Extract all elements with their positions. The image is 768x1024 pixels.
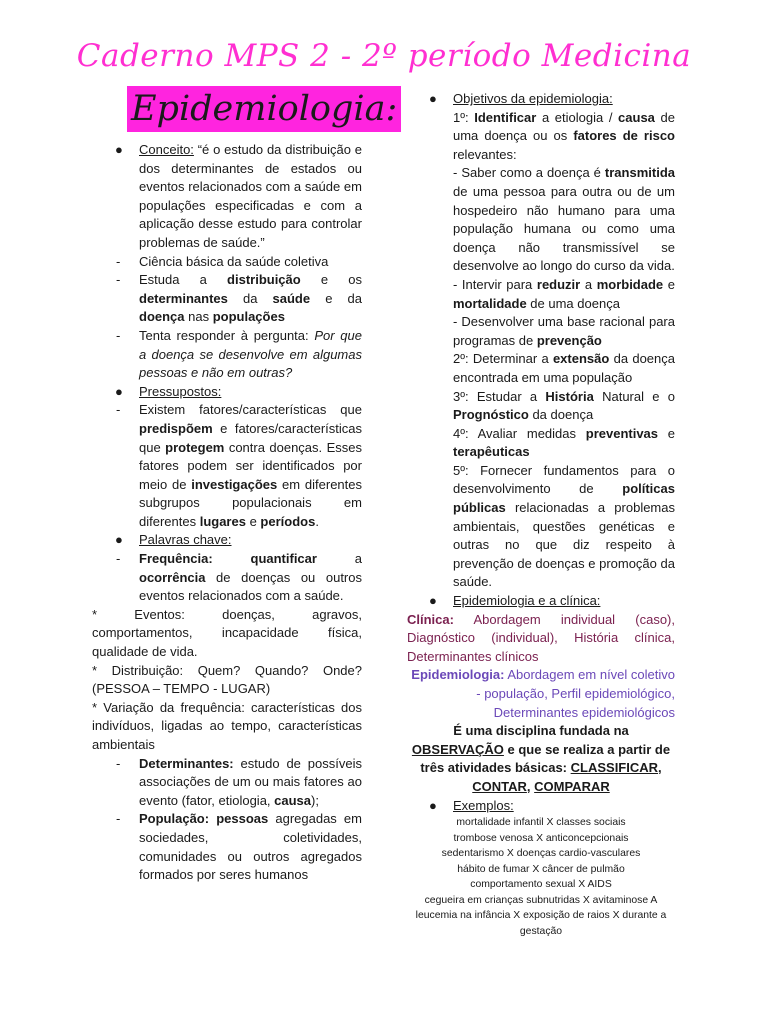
right-column <box>407 90 675 939</box>
list-item: ● Pressupostos: <box>92 383 362 402</box>
page-title: Caderno MPS 2 - 2º período Medicina <box>76 38 692 74</box>
objetivo-4: 4º: Avaliar medidas preventivas e terapêuticas <box>453 425 675 460</box>
exemplo-item: comportamento sexual X AIDS <box>470 879 612 891</box>
exemplo-item: cegueira em crianças subnutridas X avitaminose A <box>424 894 658 906</box>
left-column <box>92 141 362 885</box>
variacao-text: * Variação da frequência: características dos indivíduos, ligadas ao tempo, características ambientais <box>92 699 362 752</box>
disciplina-text: É uma disciplina fundada na OBSERVAÇÃO e que se realiza a partir de três atividades básicas: CLASSIFICAR, CONTAR, COMPARAR <box>411 723 671 794</box>
dash-icon: - <box>116 272 121 288</box>
dash-icon: - <box>116 253 121 269</box>
clinica-definition: Clínica: Abordagem individual (caso), Diagnóstico (individual), História clínica, Determinantes clínicos <box>407 611 675 664</box>
section-heading: Epidemiologia: <box>127 86 401 132</box>
list-item: - Ciência básica da saúde coletiva <box>92 253 362 272</box>
objetivo-1b: - Intervir para reduzir a morbidade e mortalidade de uma doença <box>453 276 675 311</box>
list-item: - População: pessoas agregadas em sociedades, coletividades, comunidades ou outros agregados formados por seres humanos <box>116 811 362 883</box>
list-item: - Frequência: quantificar a ocorrência de doenças ou outros eventos relacionados com a saúde. <box>116 551 362 604</box>
bullet-icon: ● <box>429 91 437 106</box>
dash-icon: - <box>116 551 121 567</box>
list-item: ● Conceito: “é o estudo da distribuição e dos determinantes de estados ou eventos relacionados com a saúde em populações especificadas e com a aplicação desse estudo para controlar problemas de saúde.” <box>115 142 362 250</box>
bullet-icon: ● <box>115 383 123 399</box>
list-item: ● Epidemiologia e a clínica: <box>407 592 675 611</box>
objetivo-3: 3º: Estudar a História Natural e o Prognóstico da doença <box>453 388 675 423</box>
objetivo-1c: - Desenvolver uma base racional para programas de prevenção <box>453 314 675 348</box>
list-item: - Tenta responder à pergunta: Por que a doença se desenvolve em algumas pessoas e não em outras? <box>116 327 362 381</box>
epidemiologia-definition: Epidemiologia: Abordagem em nível coletivo - população, Perfil epidemiológico, Determinantes epidemiológicos <box>411 667 675 720</box>
list-item: - Estuda a distribuição e os determinantes da saúde e da doença nas populações <box>116 272 362 325</box>
dash-icon: - <box>116 402 121 418</box>
list-item: ● Exemplos: <box>407 797 675 816</box>
dash-icon: - <box>116 811 121 827</box>
dash-icon: - <box>116 327 121 343</box>
eventos-text: * Eventos: doenças, agravos, comportamentos, incapacidade física, qualidade de vida. <box>92 606 362 660</box>
exemplo-item: hábito de fumar X câncer de pulmão <box>457 863 625 875</box>
exemplo-item: trombose venosa X anticoncepcionais <box>453 832 629 844</box>
bullet-icon: ● <box>429 797 437 813</box>
exemplos-list <box>407 815 675 939</box>
bullet-icon: ● <box>429 593 437 609</box>
objetivo-2: 2º: Determinar a extensão da doença encontrada em uma população <box>453 351 675 385</box>
exemplo-item: sedentarismo X doenças cardio-vasculares <box>441 848 641 860</box>
list-item: ● Palavras chave: <box>92 531 362 550</box>
objetivo-5: 5º: Fornecer fundamentos para o desenvolvimento de políticas públicas relacionadas a problemas ambientais, questões genéticas e outras no que diz respeito à prevenção de doenças e promoção da saúde. <box>453 462 675 590</box>
list-item: - Existem fatores/características que predispõem e fatores/características que protegem contra doenças. Esses fatores podem ser identificados por meio de investigações em diferentes subgrupos populacionais em diferentes lugares e períodos. <box>116 402 362 529</box>
distribuicao-text: * Distribuição: Quem? Quando? Onde? (PESSOA – TEMPO - LUGAR) <box>92 662 362 697</box>
dash-icon: - <box>116 755 121 771</box>
exemplo-item: mortalidade infantil X classes sociais <box>456 817 626 829</box>
list-item: ● Objetivos da epidemiologia: <box>407 90 675 109</box>
exemplo-item: leucemia na infância X exposição de raios X durante a gestação <box>415 910 667 937</box>
list-item: - Determinantes: estudo de possíveis associações de um ou mais fatores ao evento (fator, etiologia, causa); <box>116 755 362 808</box>
bullet-icon: ● <box>115 142 123 157</box>
objetivo-1: 1º: Identificar a etiologia / causa de uma doença ou os fatores de risco relevantes: <box>453 109 675 162</box>
bullet-icon: ● <box>115 532 123 548</box>
objetivo-1a: - Saber como a doença é transmitida de uma pessoa para outra ou de um hospedeiro não humano para uma população humana ou como uma doença não transmissível se desenvolve ao longo do curso da vida. <box>453 165 675 274</box>
